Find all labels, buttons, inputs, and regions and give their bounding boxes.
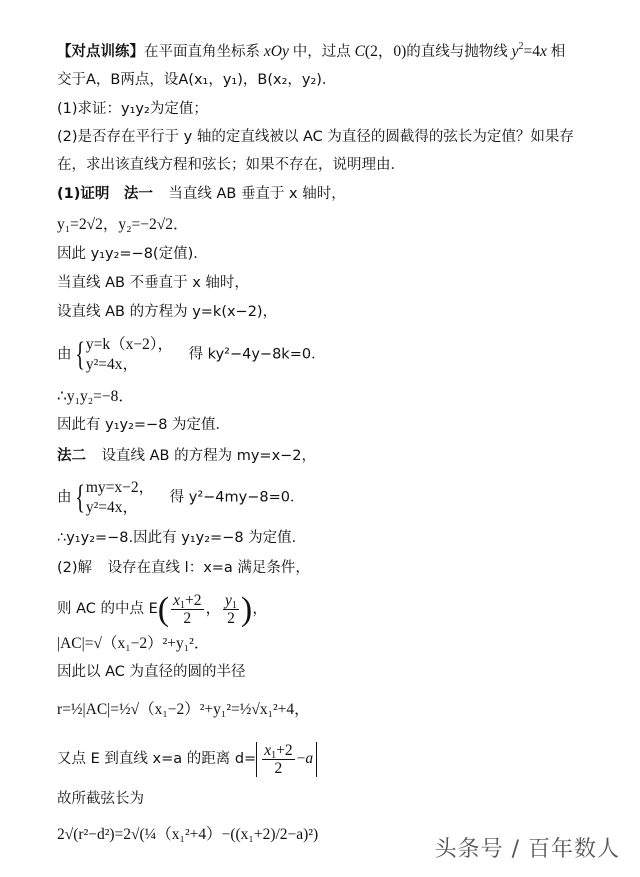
solution-line-product: 因此 y₁y₂=−8(定值)．	[57, 246, 208, 262]
solution-method-2-heading: 法二 设直线 AB 的方程为 my=x−2，	[57, 448, 317, 464]
solution-line-therefore-1: ∴y₁y₂=−8．	[57, 388, 134, 405]
solution-line-ac-length: |AC|=√（x₁−2）²+y₁²．	[57, 635, 210, 652]
solution-midpoint-e: 则 AC 的中点 E( $\frac{x_1+2}{2}$ ， $\frac{y_1}{2}$ )，	[57, 590, 268, 628]
solution-line-conclusion-1: 因此有 y₁y₂=−8 为定值．	[57, 417, 231, 433]
solution-line-chord-text: 故所截弦长为	[57, 791, 144, 807]
solution-line-y-values: y₁=2√2，y₂=−2√2．	[57, 216, 189, 233]
problem-line-1: 【对点训练】在平面直角坐标系 xOy 中，过点 C(2，0)的直线与抛物线 $y^2=4x$ 相	[57, 41, 566, 60]
watermark-text: 头条号 / 百年数人	[434, 837, 620, 862]
solution-line-equation-ab: 设直线 AB 的方程为 y=k(x−2)，	[57, 304, 278, 320]
solution-line-radius-formula: r=½|AC|=½√（x₁−2）²+y₁²=½√x₁²+4，	[57, 701, 310, 718]
solution-system-1: 由{ y=k（x−2）， y²=4x， 得 ky²−4y−8k=0．	[57, 336, 326, 373]
solution-line-chord-formula: 2√(r²−d²)=2√(¼（x₁²+4）−((x₁+2)/2−a)²)	[57, 826, 319, 843]
problem-tag: 【对点训练】	[57, 44, 144, 60]
problem-part-2-b: 在，求出该直线方程和弦长；如果不存在，说明理由．	[57, 157, 405, 173]
solution-distance-d: 又点 E 到直线 x=a 的距离 d= $\frac{x_1+2}{2}$ −a	[57, 742, 600, 777]
problem-part-2-a: (2)是否存在平行于 y 轴的定直线被以 AC 为直径的圆截得的弦长为定值？如果存	[57, 129, 574, 145]
solution-line-radius-text: 因此以 AC 为直径的圆的半径	[57, 664, 246, 680]
solution-part-2-heading: (2)解 设存在直线 l：x=a 满足条件，	[57, 560, 310, 576]
problem-line-2: 交于A，B两点，设A(x₁，y₁)，B(x₂，y₂)．	[57, 72, 337, 88]
solution-system-2: 由{ my=x−2， y²=4x， 得 y²−4my−8=0．	[57, 479, 305, 516]
problem-part-1: (1)求证：y₁y₂为定值；	[57, 101, 208, 117]
solution-method-1-heading: (1)证明 法一 当直线 AB 垂直于 x 轴时，	[57, 186, 346, 202]
solution-line-case-2: 当直线 AB 不垂直于 x 轴时，	[57, 275, 249, 291]
solution-line-conclusion-2: ∴y₁y₂=−8.因此有 y₁y₂=−8 为定值．	[57, 530, 307, 546]
